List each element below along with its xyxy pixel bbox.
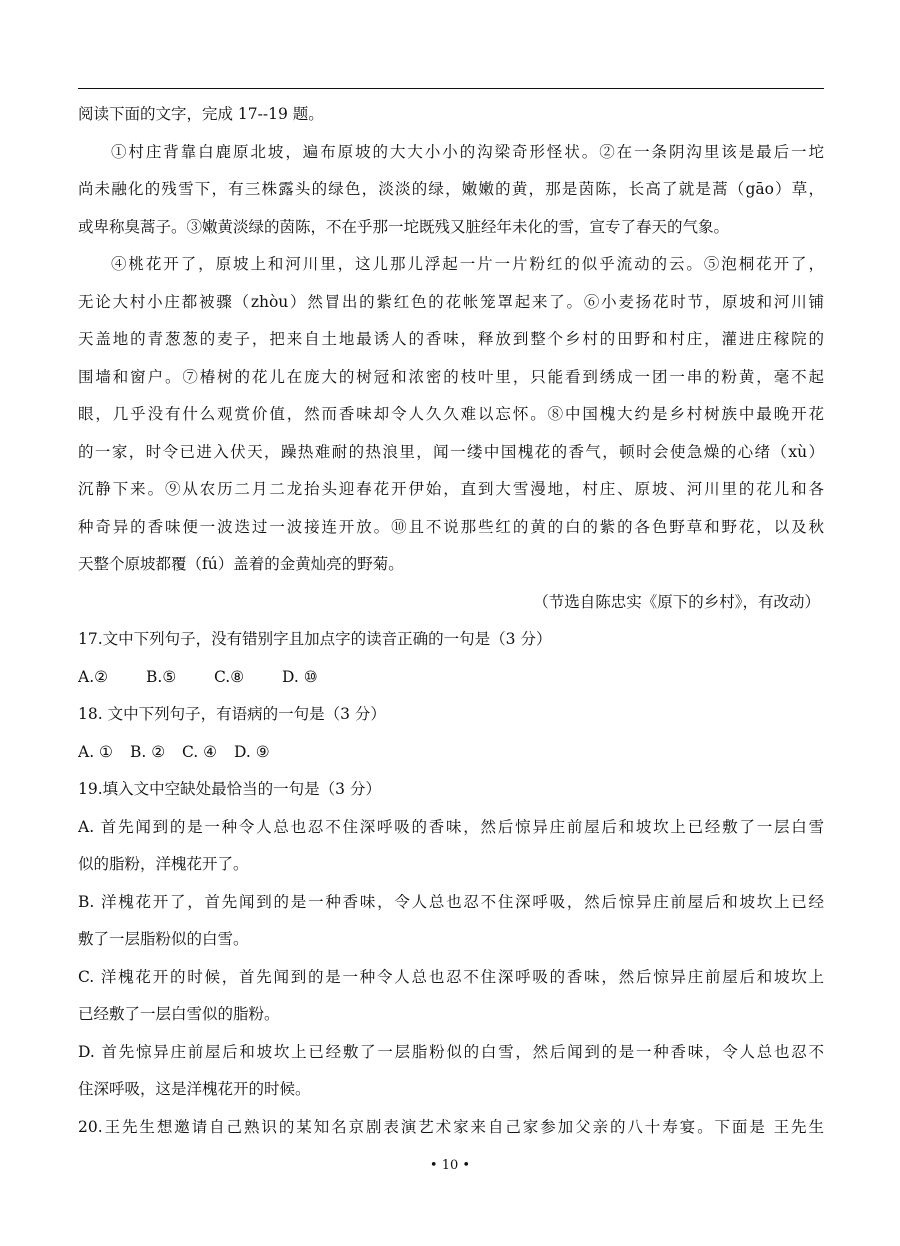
reading-instruction: 阅读下面的文字，完成 17--19 题。 — [78, 105, 324, 123]
exam-page — [78, 96, 824, 1146]
question-19-option-d: D. 首先惊异庄前屋后和坡坎上已经敷了一层脂粉似的白雪，然后闻到的是一种香味，令人总也忍不 — [78, 1042, 824, 1061]
question-18-stem: 18. 文中下列句子，有语病的一句是（3 分） — [78, 705, 386, 723]
question-19-option-a: A. 首先闻到的是一种令人总也忍不住深呼吸的香味，然后惊异庄前屋后和坡坎上已经敷了一层白雪 — [78, 817, 824, 836]
question-19-option-c-cont: 已经敷了一层白雪似的脂粉。 — [78, 1005, 280, 1023]
question-19-option-d-cont: 住深呼吸，这是洋槐花开的时候。 — [78, 1080, 311, 1098]
passage-line: ④桃花开了，原坡上和河川里，这儿那儿浮起一片一片粉红的似乎流动的云。⑤泡桐花开了， — [111, 255, 824, 273]
header-rule — [78, 88, 824, 89]
passage-source: （节选自陈忠实《原下的乡村》，有改动） — [533, 592, 820, 611]
option-a: A. ① — [78, 742, 113, 761]
option-b: B.⑤ — [146, 667, 177, 686]
question-19-option-b-cont: 敷了一层脂粉似的白雪。 — [78, 930, 249, 948]
question-19-option-a-cont: 似的脂粉，洋槐花开了。 — [78, 855, 249, 873]
question-17-stem: 17.文中下列句子，没有错别字且加点字的读音正确的一句是（3 分） — [78, 630, 552, 648]
option-a: A.② — [78, 667, 109, 686]
passage-line: 种奇异的香味便一波迭过一波接连开放。⑩且不说那些红的黄的白的紫的各色野草和野花，以及秋 — [78, 517, 824, 536]
passage-line: ①村庄背靠白鹿原北坡，遍布原坡的大大小小的沟梁奇形怪状。②在一条阴沟里该是最后一坨 — [111, 142, 824, 161]
page-number: • 10 • — [429, 1158, 471, 1173]
question-19-option-b: B. 洋槐花开了，首先闻到的是一种香味，令人总也忍不住深呼吸，然后惊异庄前屋后和坡坎上已经 — [78, 892, 824, 911]
passage-line: 围墙和窗户。⑦椿树的花儿在庞大的树冠和浓密的枝叶里，只能看到绣成一团一串的粉黄，毫不起 — [78, 367, 824, 386]
question-18-options — [78, 734, 824, 772]
passage-line: 的一家，时令已进入伏天，躁热难耐的热浪里，闻一缕中国槐花的香气，顿时会使急燥的心绪（xù） — [78, 442, 824, 461]
option-d: D. ⑨ — [234, 742, 270, 761]
option-d: D. ⑩ — [282, 667, 318, 686]
passage-line: 或卑称臭蒿子。③嫩黄淡绿的茵陈，不在乎那一坨既残又脏经年未化的雪，宣专了春天的气象。 — [78, 217, 730, 236]
option-b: B. ② — [130, 742, 166, 761]
passage-line: 眼，几乎没有什么观赏价值，然而香味却令人久久难以忘怀。⑧中国槐大约是乡村树族中最晚开花 — [78, 405, 824, 423]
question-20-stem: 20.王先生想邀请自己熟识的某知名京剧表演艺术家来自己家参加父亲的八十寿宴。下面是 王先生 — [78, 1117, 824, 1136]
question-19-stem: 19.填入文中空缺处最恰当的一句是（3 分） — [78, 780, 381, 798]
option-c: C. ④ — [182, 742, 218, 761]
passage-line: 天整个原坡都覆（fú）盖着的金黄灿亮的野菊。 — [78, 555, 404, 573]
passage-paragraph-1 — [78, 134, 824, 247]
question-17-options — [78, 659, 824, 697]
question-19-option-c: C. 洋槐花开的时候，首先闻到的是一种令人总也忍不住深呼吸的香味，然后惊异庄前屋后和坡坎上 — [78, 967, 824, 986]
passage-line: 无论大村小庄都被骤（zhòu）然冒出的紫红色的花帐笼罩起来了。⑥小麦扬花时节，原坡和河川铺 — [78, 292, 824, 311]
passage-paragraph-2 — [78, 246, 824, 584]
passage-line: 沉静下来。⑨从农历二月二龙抬头迎春花开伊始，直到大雪漫地，村庄、原坡、河川里的花儿和各 — [78, 480, 824, 498]
passage-line: 天盖地的青葱葱的麦子，把来自土地最诱人的香味，释放到整个乡村的田野和村庄，灌进庄稼院的 — [78, 330, 824, 348]
option-c: C.⑧ — [214, 667, 245, 686]
passage-line: 尚未融化的残雪下，有三株露头的绿色，淡淡的绿，嫩嫩的黄，那是茵陈，长高了就是蒿（gāo）草， — [78, 180, 824, 198]
